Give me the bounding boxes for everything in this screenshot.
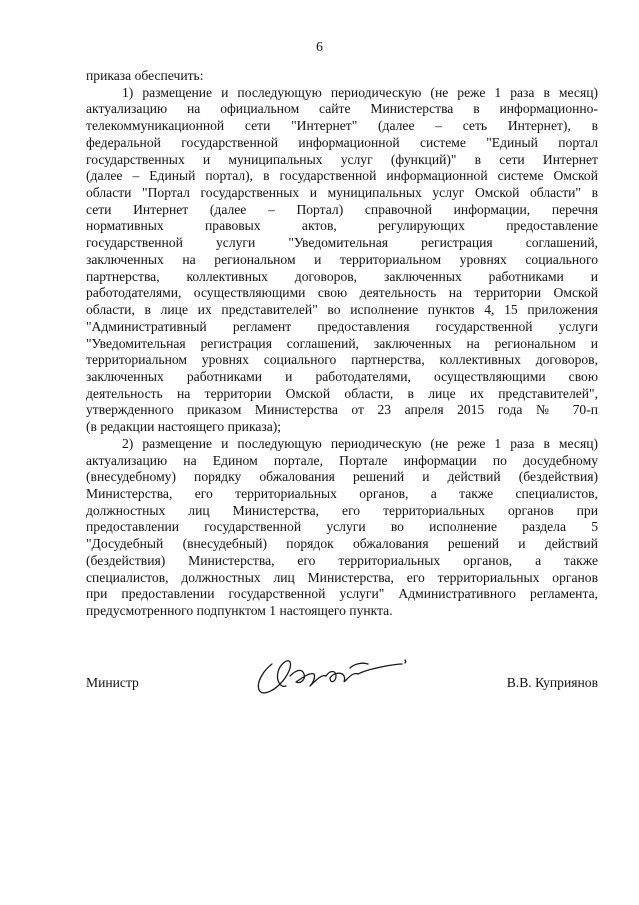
text-line: заключенных на региональном и территориальном уровнях социального — [86, 251, 598, 267]
text-line: заключенных работниками и работодателями, осуществляющими свою — [86, 368, 598, 384]
text-line: Министерства, его территориальных органов, а также специалистов, — [86, 485, 598, 501]
text-line: 2) размещение и последующую периодическую (не реже 1 раза в месяц) — [122, 435, 598, 451]
text-line: телекоммуникационной сети "Интернет" (далее – сеть Интернет), в — [86, 118, 598, 134]
text-line: федеральной государственной информационной системе "Единый портал — [86, 134, 598, 150]
text-line: работодателями, осуществляющими свою деятельность на территории Омской — [86, 285, 598, 301]
text-line: "Административный регламент предоставления государственной услуги — [86, 318, 598, 334]
text-line: государственных и муниципальных услуг (функций)" в сети Интернет — [86, 151, 598, 167]
handwritten-signature — [250, 650, 420, 700]
text-line: "Уведомительная регистрация соглашений, заключенных на региональном и — [86, 335, 598, 351]
text-line: (далее – Единый портал), в государственной информационной системе Омской — [86, 168, 598, 184]
text-line: области "Портал государственных и муниципальных услуг Омской области" в — [86, 185, 598, 201]
text-line: специалистов, должностных лиц Министерства, его территориальных органов — [86, 569, 598, 585]
text-line: территориальном уровнях социального партнерства, коллективных договоров, — [86, 352, 598, 368]
text-line: предусмотренного подпунктом 1 настоящего пункта. — [86, 603, 393, 618]
text-line: (бездействия) Министерства, его территориальных органов, а также — [86, 552, 598, 568]
text-line: области, в лице их представителей" во исполнение пунктов 4, 15 приложения — [86, 302, 598, 318]
text-line: утвержденного приказом Министерства от 23 апреля 2015 года № 70-п — [86, 402, 598, 418]
text-line: предоставлении государственной услуги во исполнение раздела 5 — [86, 519, 598, 535]
text-line: актуализацию на Едином портале, Портале информации по досудебному — [86, 452, 598, 468]
document-body — [86, 68, 598, 620]
text-line: (в редакции настоящего приказа); — [86, 419, 282, 435]
text-line: сети Интернет (далее – Портал) справочной информации, перечня — [86, 201, 598, 217]
text-line: 1) размещение и последующую периодическую (не реже 1 раза в месяц) — [122, 84, 598, 100]
text-line: государственной услуги "Уведомительная регистрация соглашений, — [86, 235, 598, 251]
text-line: при предоставлении государственной услуги" Административного регламента, — [86, 586, 598, 602]
text-line: должностных лиц Министерства, его территориальных органов при — [86, 502, 598, 518]
signatory-position: Министр — [86, 675, 139, 690]
signatory-name: В.В. Куприянов — [506, 675, 598, 690]
page-number: 6 — [316, 39, 323, 54]
text-line: нормативных правовых актов, регулирующих предоставление — [86, 218, 598, 234]
text-line: деятельность на территории Омской области, в лице их представителей", — [86, 385, 598, 401]
text-line: партнерства, коллективных договоров, заключенных работниками и — [86, 268, 598, 284]
text-line: актуализацию на официальном сайте Министерства в информационно- — [86, 101, 598, 117]
text-line: приказа обеспечить: — [86, 68, 204, 83]
text-line: "Досудебный (внесудебный) порядок обжалования решений и действий — [86, 536, 598, 552]
text-line: (внесудебному) порядку обжалования решений и действий (бездействия) — [86, 469, 598, 485]
